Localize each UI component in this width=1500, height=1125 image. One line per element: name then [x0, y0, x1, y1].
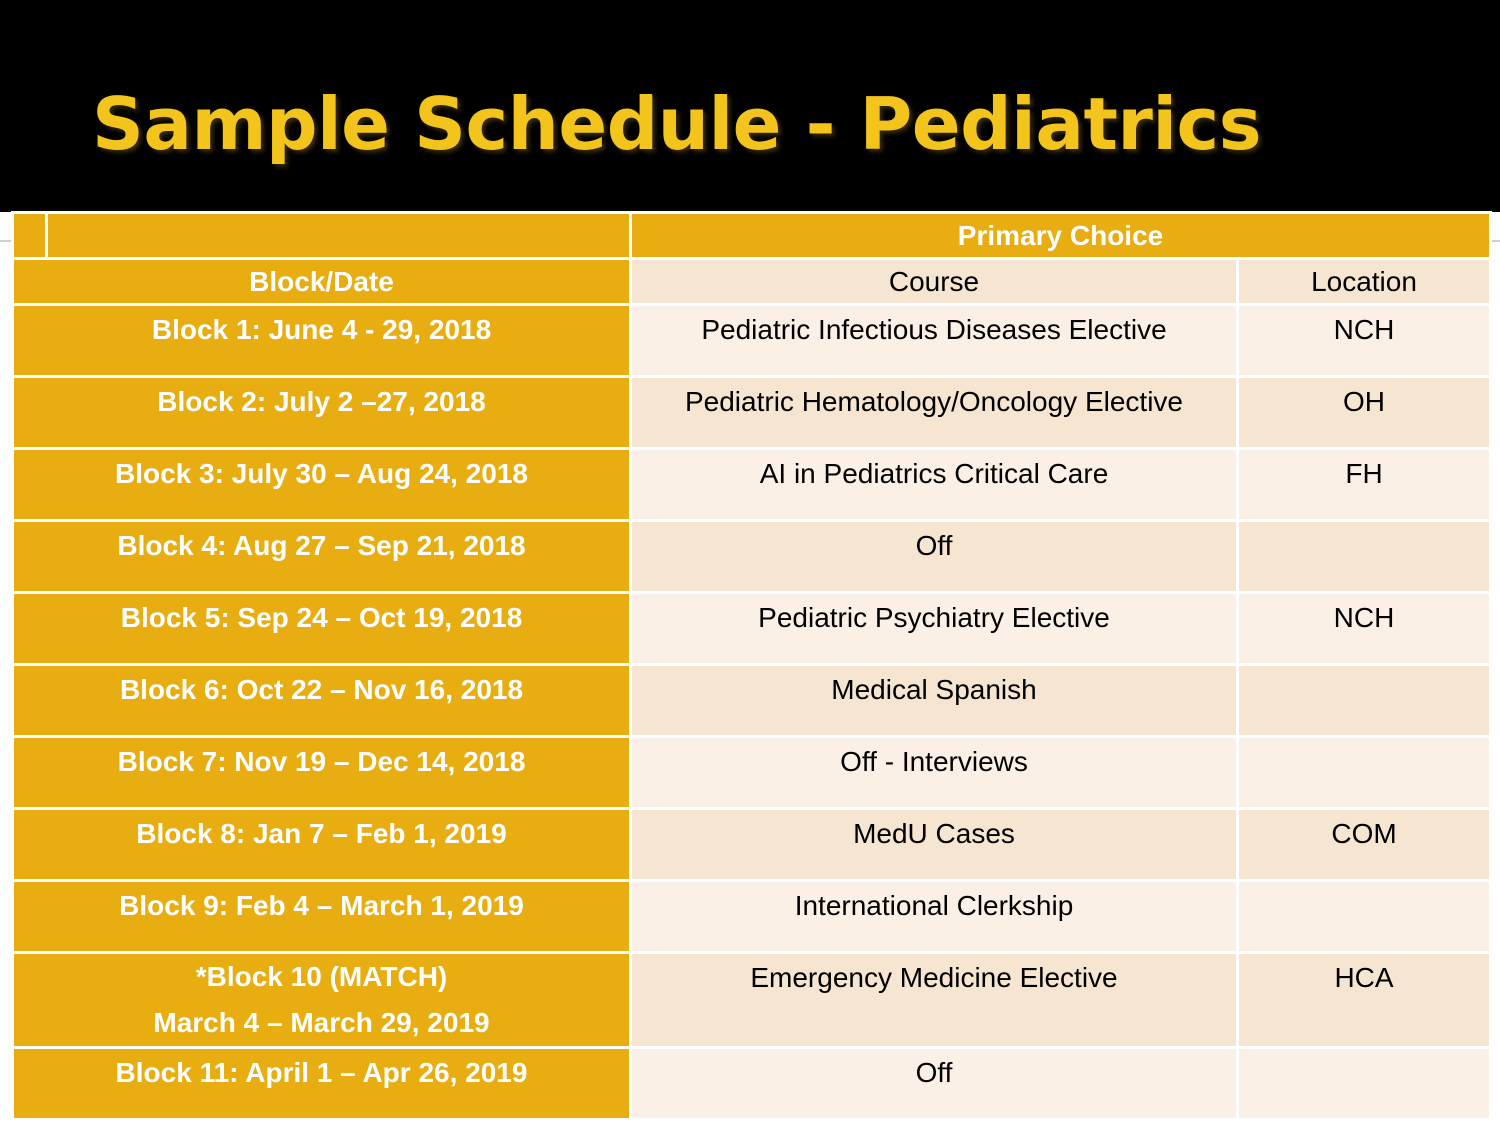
course-cell: Medical Spanish	[631, 665, 1238, 737]
block-date-text: Block 5: Sep 24 – Oct 19, 2018	[120, 602, 523, 633]
header-stub-cell	[13, 213, 47, 259]
block-date-text: Block 2: July 2 –27, 2018	[157, 386, 486, 417]
block-date-cell	[13, 953, 631, 1048]
course-cell: Off - Interviews	[631, 737, 1238, 809]
course-cell: International Clerkship	[631, 881, 1238, 953]
course-cell: Pediatric Hematology/Oncology Elective	[631, 377, 1238, 449]
block-date-cell	[13, 377, 631, 449]
page-title: Sample Schedule - Pediatrics	[92, 82, 1262, 166]
block-date-cell	[13, 881, 631, 953]
primary-choice-header: Primary Choice	[631, 213, 1491, 259]
location-cell: HCA	[1238, 953, 1491, 1048]
block-date-cell	[13, 737, 631, 809]
location-cell	[1238, 521, 1491, 593]
table-row	[13, 881, 1491, 953]
block-date-cell	[13, 449, 631, 521]
block-date-cell	[13, 593, 631, 665]
location-cell: NCH	[1238, 305, 1491, 377]
block-date-text: Block 4: Aug 27 – Sep 21, 2018	[117, 530, 526, 561]
block-date-text: Block 3: July 30 – Aug 24, 2018	[115, 458, 528, 489]
course-cell: Off	[631, 521, 1238, 593]
column-header-location: Location	[1238, 259, 1491, 305]
block-date-text: Block 6: Oct 22 – Nov 16, 2018	[119, 674, 524, 705]
location-cell: FH	[1238, 449, 1491, 521]
course-cell: Pediatric Infectious Diseases Elective	[631, 305, 1238, 377]
table-row	[13, 665, 1491, 737]
block-date-cell	[13, 665, 631, 737]
location-cell	[1238, 881, 1491, 953]
table-row	[13, 953, 1491, 1048]
block-date-cell	[13, 809, 631, 881]
table-row	[13, 521, 1491, 593]
table-row	[13, 809, 1491, 881]
course-cell: MedU Cases	[631, 809, 1238, 881]
location-cell	[1238, 1048, 1491, 1120]
table-row	[13, 1048, 1491, 1120]
block-date-cell	[13, 1048, 631, 1120]
table-row	[13, 449, 1491, 521]
location-cell	[1238, 737, 1491, 809]
schedule-table	[11, 211, 1492, 1121]
location-cell: NCH	[1238, 593, 1491, 665]
table-row	[13, 593, 1491, 665]
block-date-second-line: March 4 – March 29, 2019	[153, 1007, 490, 1038]
location-cell	[1238, 665, 1491, 737]
block-date-text: Block 8: Jan 7 – Feb 1, 2019	[136, 818, 507, 849]
title-band	[0, 0, 1500, 212]
column-header-block-date: Block/Date	[13, 259, 631, 305]
block-date-text: Block 7: Nov 19 – Dec 14, 2018	[117, 746, 526, 777]
table-row	[13, 737, 1491, 809]
block-date-cell	[13, 521, 631, 593]
header-empty-cell	[47, 213, 631, 259]
location-cell: OH	[1238, 377, 1491, 449]
column-header-row	[13, 259, 1491, 305]
block-date-text: *Block 10 (MATCH)	[195, 961, 448, 992]
table-row	[13, 305, 1491, 377]
course-cell: Emergency Medicine Elective	[631, 953, 1238, 1048]
column-header-course: Course	[631, 259, 1238, 305]
group-header-row	[13, 213, 1491, 259]
course-cell: Off	[631, 1048, 1238, 1120]
block-date-text: Block 11: April 1 – Apr 26, 2019	[115, 1057, 528, 1088]
course-cell: AI in Pediatrics Critical Care	[631, 449, 1238, 521]
location-cell: COM	[1238, 809, 1491, 881]
block-date-text: Block 1: June 4 - 29, 2018	[151, 314, 492, 345]
table-row	[13, 377, 1491, 449]
block-date-cell	[13, 305, 631, 377]
course-cell: Pediatric Psychiatry Elective	[631, 593, 1238, 665]
block-date-text: Block 9: Feb 4 – March 1, 2019	[119, 890, 524, 921]
